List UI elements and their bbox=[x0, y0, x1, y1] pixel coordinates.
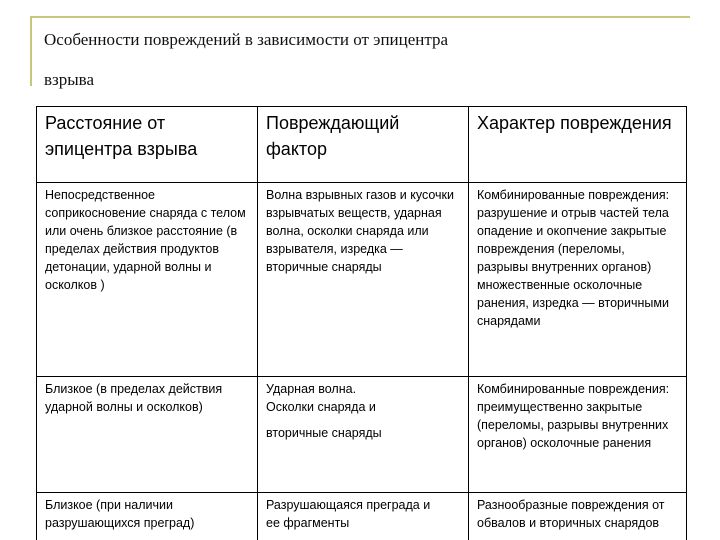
cell-character: Комбинированные повреждения: преимущественно закрытые (переломы, разрывы внутренних органов) осколочные ранения bbox=[469, 377, 687, 493]
cell-factor bbox=[258, 493, 469, 540]
table-header-row bbox=[37, 107, 687, 183]
slide-frame-top-line bbox=[30, 16, 690, 18]
cell-factor bbox=[258, 377, 469, 493]
header-factor: Повреждающий фактор bbox=[258, 107, 469, 183]
factor-line: Осколки снаряда и bbox=[266, 400, 376, 414]
cell-distance: Близкое (при наличии разрушающихся преград) bbox=[37, 493, 258, 540]
factor-line: Ударная волна. bbox=[266, 382, 357, 396]
cell-factor: Волна взрывных газов и кусочки взрывчатых веществ, ударная волна, осколки снаряда или взрывателя, изредка — вторичные снаряды bbox=[258, 183, 469, 377]
cell-character: Разнообразные повреждения от обвалов и вторичных снарядов bbox=[469, 493, 687, 540]
factor-line: Разрушающаяся преграда и bbox=[266, 498, 431, 512]
factor-spacer bbox=[266, 416, 460, 424]
slide-title-line-1: Особенности повреждений в зависимости от эпицентра bbox=[44, 30, 449, 49]
table-row bbox=[37, 377, 687, 493]
header-distance: Расстояние от эпицентра взрыва bbox=[37, 107, 258, 183]
factor-line: ее фрагменты bbox=[266, 516, 350, 530]
slide-title-line-2: взрыва bbox=[44, 70, 95, 89]
cell-character: Комбинированные повреждения: разрушение и отрыв частей тела опадение и окопчение закрытые повреждения (переломы, разрывы внутренних органов) множественные осколочные ранения, изредка — вторичными снарядами bbox=[469, 183, 687, 377]
factor-line: вторичные снаряды bbox=[266, 426, 382, 440]
injury-table-container bbox=[36, 106, 686, 540]
cell-distance: Непосредственное соприкосновение снаряда с телом или очень близкое расстояние (в пределах действия продуктов детонации, ударной волны и осколков ) bbox=[37, 183, 258, 377]
cell-distance: Близкое (в пределах действия ударной волны и осколков) bbox=[37, 377, 258, 493]
header-character: Характер повреждения bbox=[469, 107, 687, 183]
table-row bbox=[37, 183, 687, 377]
injury-table bbox=[36, 106, 687, 540]
slide-frame-left-line bbox=[30, 16, 32, 86]
table-row bbox=[37, 493, 687, 540]
